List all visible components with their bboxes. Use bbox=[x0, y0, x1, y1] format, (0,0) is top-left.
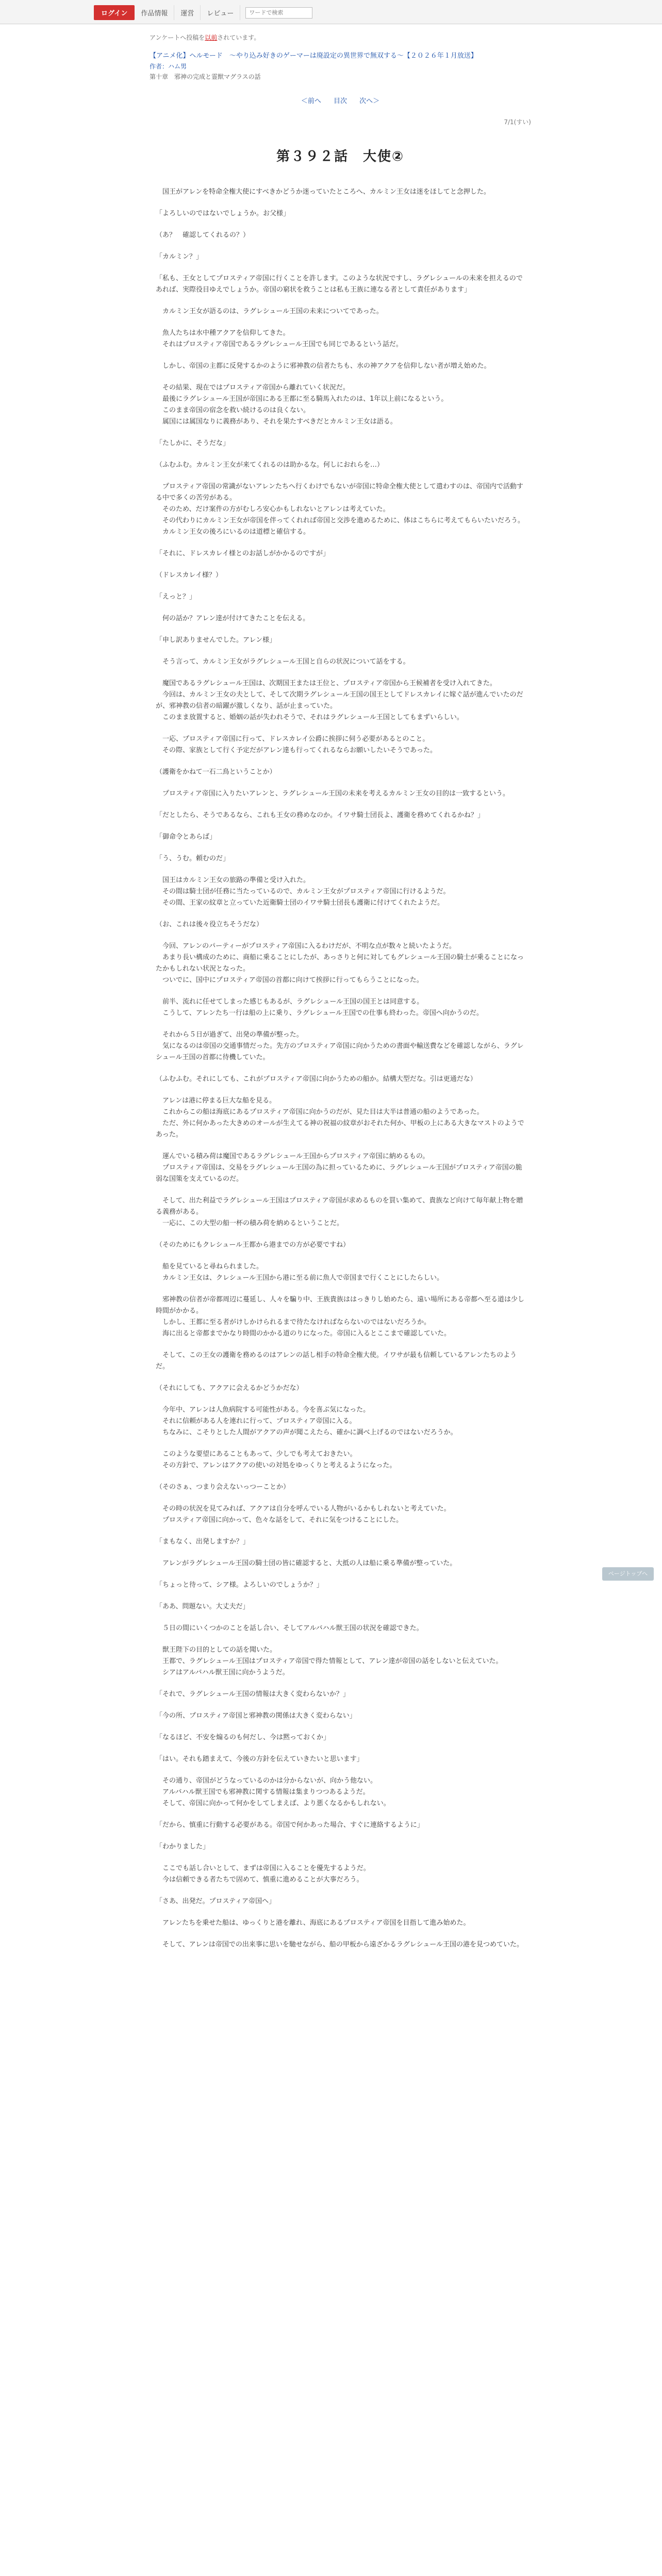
paragraph-gap bbox=[156, 865, 525, 875]
paragraph-gap bbox=[156, 317, 525, 328]
age-notice bbox=[150, 33, 531, 42]
story-paragraph: プロスティア帝国に入りたいアレンと、ラグレシュール王国の未来を考えるカルミン王女の目的は一致するという。 bbox=[156, 790, 510, 798]
paragraph-gap bbox=[156, 1141, 525, 1151]
paragraph-gap bbox=[156, 1765, 525, 1775]
content-wrapper bbox=[150, 24, 531, 1951]
paragraph-gap bbox=[156, 1063, 525, 1074]
paragraph-gap bbox=[156, 821, 525, 832]
paragraph-gap bbox=[156, 1526, 525, 1536]
story-paragraph: その結果、現在ではプロスティア帝国から離れていく状況だ。 最後にラグレシュール王国が帝国にある王都に至る騎馬入れたのは、1年以上前になるという。 このまま帝国の宿念を救い続けるのは良くない。 属国には属国なりに義務があり、それを果たすべきだとカルミン王女は語る。 bbox=[162, 384, 448, 426]
paragraph-gap bbox=[156, 800, 525, 810]
paragraph-gap bbox=[156, 1722, 525, 1732]
story-paragraph: 「よろしいのではないでしょうか。お父様」 bbox=[156, 210, 290, 217]
story-paragraph: そして、出た利益でラグレシュール王国はプロスティア帝国が求めるものを買い集めて、貴族など向けて毎年献上物を贈る義務がある。 一応に、この大型の船一杯の積み荷を納めるということだ。 bbox=[156, 1197, 523, 1227]
paragraph-gap bbox=[156, 1493, 525, 1503]
story-paragraph: アレンたちを乗せた船は、ゆっくりと港を離れ、海底にあるプロスティア帝国を目指して進み始めた。 bbox=[156, 1919, 470, 1927]
story-paragraph: 運んでいる積み荷は魔国であるラグレシュール王国からプロスティア帝国に納めるもの。 プロスティア帝国は、交易をラグレシュール王国の為に担っているために、ラグレシュール王国がプロスティア帝国の脆弱な国策を支えているのだ。 bbox=[156, 1153, 522, 1183]
story-paragraph: 「ちょっと待って、シア様。よろしいのでしょうか？」 bbox=[156, 1581, 323, 1589]
story-paragraph: 「それで、ラグレシュール王国の情報は大きく変わらないか？」 bbox=[156, 1690, 350, 1698]
story-paragraph: 「カルミン？」 bbox=[156, 253, 203, 261]
story-paragraph: アレンがラグレシュール王国の騎士団の皆に確認すると、大抵の人は船に乗る準備が整っていた。 bbox=[156, 1560, 457, 1567]
author-line bbox=[150, 61, 531, 72]
nav-item-review[interactable]: レビュー bbox=[201, 5, 240, 20]
story-paragraph: 「わかりました」 bbox=[156, 1843, 210, 1851]
paragraph-gap bbox=[156, 843, 525, 853]
paragraph-gap bbox=[156, 646, 525, 656]
paragraph-gap bbox=[156, 723, 525, 734]
story-paragraph: 「御命令とあらば」 bbox=[156, 833, 217, 841]
paragraph-gap bbox=[156, 219, 525, 230]
prev-link[interactable]: ＜前へ bbox=[301, 97, 321, 105]
story-paragraph: そう言って、カルミン王女がラグレシュール王国と自らの状況について話をする。 bbox=[156, 658, 410, 666]
story-body bbox=[150, 187, 531, 1951]
paragraph-gap bbox=[156, 1886, 525, 1896]
page-top-button[interactable]: ページトップへ bbox=[602, 1567, 654, 1581]
paragraph-gap bbox=[156, 1831, 525, 1841]
story-paragraph: それから５日が過ぎて、出発の準備が整った。 気になるのは帝国の交通事情だった。先方のプロスティア帝国に向かうための書面や輸送費などを確認しながら、ラグレシュール王国の首都に待機していた。 bbox=[156, 1031, 524, 1061]
paragraph-gap bbox=[156, 1929, 525, 1939]
paragraph-gap bbox=[156, 1634, 525, 1645]
story-paragraph: 「えっと？」 bbox=[156, 593, 196, 601]
story-paragraph: プロスティア帝国の常識がないアレンたちへ行くわけでもないが帝国に特命全権大使として遣わすのは、帝国内で活動する中で多くの苦労がある。 そのため、だけ案件の方がむしろ安心かもしれないとアレンは考えていた。 その代わりにカルミン王女が帝国を伴ってくれれば帝国と交渉を進めるために、体はこちらに考えてもらいたいだろう。 カルミン王女の後ろにいるのは道標と確信する。 bbox=[156, 483, 525, 536]
story-paragraph: （ふむふむ。それにしても、これがプロスティア帝国に向かうための船か。結構大型だな。引は更通だな） bbox=[156, 1075, 477, 1083]
story-paragraph: カルミン王女が語るのは、ラグレシュール王国の未来についてであった。 bbox=[156, 308, 383, 315]
paragraph-gap bbox=[156, 1284, 525, 1294]
paragraph-gap bbox=[156, 581, 525, 591]
paragraph-gap bbox=[156, 560, 525, 570]
story-paragraph: 船を見ていると尋ねられました。 カルミン王女は、クレシュール王国から港に至る前に魚人で帝国まで行くことにしたらしい。 bbox=[162, 1263, 444, 1282]
next-link[interactable]: 次へ＞ bbox=[359, 97, 380, 105]
story-paragraph: しかし、帝国の主都に反発するかのように邪神教の信者たちも、水の神アクアを信仰しない者が増え始めた。 bbox=[156, 362, 491, 370]
top-bar bbox=[0, 0, 662, 24]
search-input[interactable] bbox=[245, 7, 312, 19]
paragraph-gap bbox=[156, 471, 525, 481]
paragraph-gap bbox=[156, 1700, 525, 1710]
paragraph-gap bbox=[156, 296, 525, 306]
story-paragraph: その通り、帝国がどうなっているのかは分からないが、向かう他ない。 アルバハル獣王国でも邪神教に関する情報は集まりつつあるようだ。 そして、帝国に向かって何かをしてしまえば、より悪くなるかもしれない。 bbox=[162, 1777, 390, 1807]
index-link[interactable]: 目次 bbox=[333, 97, 347, 105]
nav-item-work-info[interactable]: 作品情報 bbox=[135, 5, 174, 20]
story-paragraph: 「たしかに、そうだな」 bbox=[156, 439, 230, 447]
story-paragraph: 一応、プロスティア帝国に行って、ドレスカレイ公爵に挨拶に伺う必要があるとのこと。 その際、家族として行く予定だがアレン達も行ってくれるならお願いしたいそうであった。 bbox=[162, 735, 437, 754]
paragraph-gap bbox=[156, 198, 525, 208]
paragraph-gap bbox=[156, 1548, 525, 1558]
story-paragraph: 「まもなく、出発しますか？」 bbox=[156, 1538, 250, 1546]
paragraph-gap bbox=[156, 1679, 525, 1689]
author-link[interactable]: 作者：ハム男 bbox=[150, 63, 187, 70]
story-paragraph: 今年中、アレンは人魚病院する可能性がある。今を喜ぶ気になった。 それに信頼がある人を連れに行って、プロスティア帝国に入る。 ちなみに、こそりとした人間がアクアの声が聞こえたら、確かに調べ上げるのではないだろうか。 bbox=[162, 1406, 457, 1436]
paragraph-gap bbox=[156, 428, 525, 438]
story-paragraph: （ふむふむ。カルミン王女が来てくれるのは助かるな。何しにおれらを…） bbox=[156, 461, 384, 469]
story-paragraph: ５日の間にいくつかのことを話し合い、そしてアルバハル獣王国の状況を確認できた。 bbox=[156, 1624, 423, 1632]
story-paragraph: 「なるほど、不安を煽るのも何だし、今は黙っておくか」 bbox=[156, 1734, 330, 1741]
story-paragraph: 「それに、ドレスカレイ様とのお話しがかかるのですが」 bbox=[156, 550, 329, 557]
age-notice-prefix: アンケートへ投稿を bbox=[150, 34, 205, 41]
paragraph-gap bbox=[156, 778, 525, 788]
paragraph-gap bbox=[156, 1372, 525, 1383]
age-notice-link[interactable]: 以前 bbox=[205, 34, 218, 41]
story-paragraph: このような要望にあることもあって、少しでも考えておきたい。 その方針で、アレンはアクアの使いの対処をゆっくりと考えるようになった。 bbox=[162, 1450, 396, 1469]
paragraph-gap bbox=[156, 1853, 525, 1863]
paragraph-gap bbox=[156, 1569, 525, 1580]
story-paragraph: （それにしても、アクアに会えるかどうかだな） bbox=[156, 1384, 303, 1392]
login-button[interactable]: ログイン bbox=[94, 5, 135, 20]
story-paragraph: 魚人たちは水中種アクアを信仰してきた。 それはプロスティア帝国であるラグレシュール王国でも同じであるという話だ。 bbox=[162, 329, 403, 348]
story-paragraph: （ドレスカレイ様？） bbox=[156, 571, 222, 579]
story-paragraph: 何の話か？アレン達が付けてきたことを伝える。 bbox=[156, 615, 310, 622]
story-paragraph: 前半、流れに任せてしまった感じもあるが、ラグレシュール王国の国王とは同意する。 こうして、アレンたち一行は船の上に乗り、ラグレシュール王国での仕事も終わった。帝国へ向かうのだ。 bbox=[162, 998, 483, 1017]
story-paragraph: その時の状況を見てみれば、アクアは自分を呼んでいる人物がいるかもしれないと考えていた。 プロスティア帝国に向かって、色々な話をして、それに気をつけることにした。 bbox=[162, 1505, 451, 1524]
story-paragraph: （お、これは後々役立ちそうだな） bbox=[156, 921, 263, 928]
episode-counter: 7/1(すい) bbox=[504, 118, 531, 126]
chapter-title: 第３９２話 大使② bbox=[276, 149, 404, 164]
top-nav bbox=[94, 5, 312, 20]
story-paragraph: 「申し訳ありませんでした。アレン様」 bbox=[156, 636, 276, 644]
paragraph-gap bbox=[156, 372, 525, 382]
paragraph-gap bbox=[156, 1019, 525, 1029]
story-paragraph: 「だとしたら、そうであるなら、これも王女の務めなのか。イワサ騎士団長よ、護衛を務めてくれるかね？」 bbox=[156, 811, 485, 819]
paragraph-gap bbox=[156, 1907, 525, 1918]
age-notice-suffix: されています。 bbox=[217, 34, 260, 41]
story-paragraph: 「はい。それも踏まえて、今後の方針を伝えていきたいと思います」 bbox=[156, 1755, 363, 1763]
paragraph-gap bbox=[156, 241, 525, 251]
story-paragraph: ここでも話し合いとして、まずは帝国に入ることを優先するようだ。 今は信頼できる者たちで固めて、慎重に進めることが大事だろう。 bbox=[162, 1865, 370, 1884]
story-paragraph: 「さあ、出発だ。プロスティア帝国へ」 bbox=[156, 1897, 276, 1905]
paragraph-gap bbox=[156, 1809, 525, 1820]
paragraph-gap bbox=[156, 756, 525, 767]
paragraph-gap bbox=[156, 449, 525, 460]
nav-item-operation[interactable]: 運営 bbox=[174, 5, 201, 20]
paragraph-gap bbox=[156, 909, 525, 919]
story-paragraph: 邪神教の信者が帝都周辺に蔓延し、人々を騙り中、王族貴族ははっきりし始めたら、遠い場所にある帝都へ至る道は少し時間がかかる。 しかし、王都に至る者がけしかけられるまで待たなければならないのではないだろうか。 海に出ると帝都までかなり時間のかかる道のりになった。帝国に入るとここまで確認していた。 bbox=[156, 1296, 525, 1337]
story-paragraph: そして、この王女の護衛を務めるのはアレンの話し相手の特命全権大使。イワサが最も信頼しているアレンたちのようだ。 bbox=[156, 1351, 517, 1370]
story-paragraph: 獣王陛下の目的としての話を聞いた。 王都で、ラグレシュール王国はプロスティア帝国で得た情報として、アレン達が帝国の話をしないと伝えていた。 シアはアルバハル獣王国に向かうようだ。 bbox=[162, 1646, 503, 1676]
paragraph-gap bbox=[156, 350, 525, 361]
series-title-link[interactable]: 【アニメ化】ヘルモード ～やり込み好きのゲーマーは廃設定の異世界で無双する～【２０２６年１月放送】 bbox=[150, 52, 477, 60]
paragraph-gap bbox=[156, 1743, 525, 1754]
paragraph-gap bbox=[156, 538, 525, 548]
paragraph-gap bbox=[156, 1591, 525, 1601]
paragraph-gap bbox=[156, 263, 525, 273]
story-paragraph: 「う、うむ。頼むのだ」 bbox=[156, 855, 230, 862]
paragraph-gap bbox=[156, 1185, 525, 1195]
story-paragraph: アレンは港に停まる巨大な船を見る。 これからこの船は海底にあるプロスティア帝国に向かうのだが、見た目は大半は普通の船のようであった。 ただ、外に何かあった大きめのオールが生えてる神の祝福の紋章がおそれた何か、甲板の上にある大きなマストのようであった。 bbox=[156, 1097, 524, 1139]
paragraph-gap bbox=[156, 668, 525, 678]
paragraph-gap bbox=[156, 930, 525, 941]
story-paragraph: 「ああ、問題ない。大丈夫だ」 bbox=[156, 1603, 250, 1611]
story-paragraph: 「今の所、プロスティア帝国と邪神教の関係は大きく変わらない」 bbox=[156, 1712, 356, 1720]
paragraph-gap bbox=[156, 1438, 525, 1449]
story-paragraph: 「私も、王女としてプロスティア帝国に行くことを許します。このような状況ですし、ラグレシュールの未来を担えるのであれば、実際役目ゆえでしょうか。帝国の窮状を救うことは私も王族に連なる者として責任があります」 bbox=[156, 275, 523, 294]
chapter-section-line: 第十章 邪神の完成と霊獣マグラスの話 bbox=[150, 73, 261, 80]
paragraph-gap bbox=[156, 1229, 525, 1240]
paragraph-gap bbox=[156, 1251, 525, 1261]
story-paragraph: （あ？ 確認してくれるの？） bbox=[156, 231, 250, 239]
paragraph-gap bbox=[156, 1471, 525, 1482]
story-paragraph: 今回、アレンのパーティーがプロスティア帝国に入るわけだが、不明な点が数々と続いたようだ。 あまり長い構成のために、商船に乗ることにしたが、あっさりと何に対してもグレシュール王国の騎士が乗ることになったかもしれない状況となった。 ついでに、国中にプロスティア帝国の首都に向けて挨拶に行ってもらうことになった。 bbox=[156, 942, 524, 984]
story-paragraph: 国王がアレンを特命全権大使にすべきかどうか迷っていたところへ、カルミン王女は迷をほしてと念押した。 bbox=[156, 188, 490, 196]
story-paragraph: そして、アレンは帝国での出来事に思いを馳せながら、船の甲板から遠ざかるラグレシュール王国の港を見つめていた。 bbox=[156, 1941, 524, 1948]
pager-top bbox=[150, 95, 531, 105]
story-paragraph: 国王はカルミン王女の旅路の準備と受け入れた。 その間は騎士団が任務に当たっているので、カルミン王女がプロスティア帝国に行けるようだ。 その間、王家の紋章と立っていた近衛騎士団のイワサ騎士団長も護衛に付けてくれたようだ。 bbox=[162, 876, 450, 907]
paragraph-gap bbox=[156, 1340, 525, 1350]
story-paragraph: 魔国であるラグレシュール王国は、次期国王または王位と、プロスティア帝国から王候補者を受け入れてきた。 今回は、カルミン王女の夫として、そして次期ラグレシュール王国の国王としてドレスカレイに嫁ぐ話が進んでいたのだが、邪神教の信者の暗躍が激しくなり、話が止まっていた。 このまま放置すると、婚姻の話が失われそうで、それはラグレシュール王国としてもまずいらしい。 bbox=[156, 680, 523, 721]
paragraph-gap bbox=[156, 1085, 525, 1095]
paragraph-gap bbox=[156, 603, 525, 613]
paragraph-gap bbox=[156, 1394, 525, 1404]
story-paragraph: （護衛をかねて一石二鳥ということか） bbox=[156, 768, 276, 776]
paragraph-gap bbox=[156, 1613, 525, 1623]
story-paragraph: （そのためにもクレシュール王都から港までの方が必要ですね） bbox=[156, 1241, 350, 1249]
story-paragraph: （そのさぁ、つまり会えないっつーことか） bbox=[156, 1483, 290, 1491]
story-paragraph: 「だから、慎重に行動する必要がある。帝国で何かあった場合、すぐに連絡するように」 bbox=[156, 1821, 424, 1829]
paragraph-gap bbox=[156, 624, 525, 635]
paragraph-gap bbox=[156, 986, 525, 996]
